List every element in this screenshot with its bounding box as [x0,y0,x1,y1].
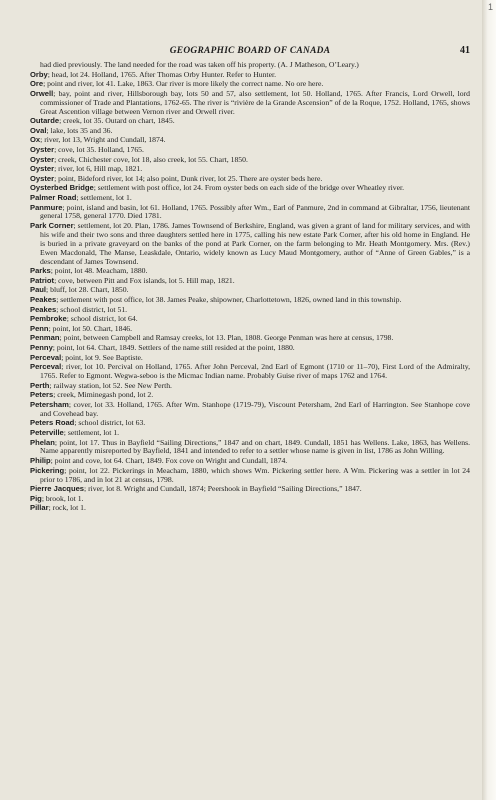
entry-text: ; brook, lot 1. [41,493,84,503]
entry-term: Peterville [30,427,64,437]
entry-term: Oyster [30,173,55,183]
gazetteer-entries [30,71,470,514]
entry-term: Pillar [30,503,49,513]
entry-text: ; creek, Miminegash pond, lot 2. [53,390,154,400]
page-title: GEOGRAPHIC BOARD OF CANADA [169,46,331,56]
entry-term: Oyster [30,154,55,164]
entry-term: Penn [30,323,49,333]
entry-text: ; point, between Campbell and Ramsay creeks, lot 13. Plan, 1808. George Penman was here at census, 1798. [59,333,394,343]
entry-text: ; lake, lots 35 and 36. [46,125,113,135]
gazetteer-entry [30,267,470,276]
entry-term: Ore [30,79,44,89]
entry-term: Pierre Jacques [30,484,85,494]
gazetteer-entry [30,382,470,391]
entry-text: ; point, Bideford river, lot 14; also point, Dunk river, lot 25. There are oyster beds here. [54,173,323,183]
entry-term: Patriot [30,275,55,285]
entry-text: ; bluff, lot 28. Chart, 1850. [46,285,129,295]
entry-term: Oval [30,125,47,135]
entry-term: Oyster [30,144,55,154]
entry-text: ; point, lot 50. Chart, 1846. [48,323,133,333]
gazetteer-entry [30,344,470,353]
gazetteer-entry [30,277,470,286]
gazetteer-entry [30,467,470,485]
entry-text: ; river, lot 13, Wright and Cundall, 1874. [40,135,166,145]
entry-text: ; point, island and basin, lot 61. Holland, 1765. Possibly after Wm., Earl of Panmure, 2nd in command at Gibraltar, 1756, lieutenant general 1758, general 1770. Died 1781. [40,202,470,221]
entry-text: ; creek, lot 35. Outard on chart, 1845. [59,116,175,126]
entry-text: ; school district, lot 51. [56,304,128,314]
gazetteer-entry [30,429,470,438]
gazetteer-entry [30,184,470,193]
scan-edge [482,0,496,800]
entry-term: Outarde [30,116,60,126]
gazetteer-entry [30,391,470,400]
gazetteer-entry [30,495,470,504]
gazetteer-entry [30,194,470,203]
gazetteer-entry [30,175,470,184]
gazetteer-entry [30,146,470,155]
entry-text: ; school district, lot 64. [66,314,138,324]
gazetteer-entry [30,439,470,457]
gazetteer-entry [30,315,470,324]
entry-term: Parks [30,266,51,276]
entry-term: Pig [30,493,42,503]
entry-term: Panmure [30,202,63,212]
entry-text: ; settlement, lot 1. [63,427,120,437]
gazetteer-entry [30,286,470,295]
entry-text: ; school district, lot 63. [74,418,146,428]
gazetteer-entry [30,325,470,334]
entry-text: ; point, lot 64. Chart, 1849. Settlers of the name still resided at the point, 1880. [52,343,295,352]
document-page [30,44,470,792]
entry-term: Oysterbed Bridge [30,183,94,193]
gazetteer-entry [30,334,470,343]
entry-term: Phelan [30,437,55,447]
gazetteer-entry [30,296,470,305]
entry-text: ; railway station, lot 52. See New Perth. [49,380,172,390]
entry-term: Peters Road [30,418,75,428]
entry-text: ; point, lot 9. See Baptiste. [61,352,143,362]
entry-text: ; settlement, lot 1. [76,192,132,202]
gazetteer-entry [30,222,470,267]
entry-text: ; river, lot 6, Hill map, 1821. [54,164,143,174]
entry-text: ; point, lot 48. Meacham, 1880. [50,266,148,276]
entry-text: ; cove, lot 35. Holland, 1765. [54,144,144,154]
entry-text: ; point and cove, lot 64. Chart, 1849. Fox cove on Wright and Cundall, 1874. [50,456,288,466]
gazetteer-entry [30,457,470,466]
entry-term: Peakes [30,295,57,305]
entry-term: Orwell [30,88,54,98]
entry-term: Peters [30,390,54,400]
gazetteer-entry [30,90,470,117]
entry-term: Peakes [30,304,57,314]
entry-text: ; settlement with post office, lot 38. James Peake, shipowner, Charlottetown, 1826, owned land in this township. [56,295,402,305]
entry-term: Perceval [30,362,62,372]
entry-term: Park Corner [30,221,74,231]
gazetteer-entry [30,419,470,428]
gazetteer-entry [30,401,470,419]
entry-term: Palmer Road [30,192,77,202]
entry-text: ; settlement with post office, lot 24. From oyster beds on each side of the bridge over Wheatley river. [93,183,405,193]
gazetteer-entry [30,204,470,222]
entry-term: Penny [30,343,53,352]
gazetteer-entry [30,71,470,80]
entry-text: ; point and river, lot 41. Lake, 1863. Oar river is more likely the correct name. No ore here. [43,79,324,89]
gazetteer-entry [30,80,470,89]
gazetteer-entry [30,354,470,363]
entry-term: Ox [30,135,41,145]
entry-text: ; point, lot 17. Thus in Bayfield “Sailing Directions,” 1847 and on chart, 1849. Cundall, 1851 has Wellens. Lake, 1863, has Wellens. Name apparently misreported by Bayfield, 1841 and intended to refer to a settler whose name is given in list, 1786 as John Willing. [40,437,470,456]
entry-text: ; bay, point and river, Hillsborough bay, lots 50 and 57, also settlement, lot 50. Holland, 1765. After Francis, Lord Orwell, lord commissioner of Trade and Plantations, 1762-65. The river is “rivière de la Grande Ascension” of de la Roque, 1752. Holland, 1765, shows Great Ascention village between Vernon river and Orwell river. [40,88,470,116]
entry-text: ; creek, Chichester cove, lot 18, also creek, lot 55. Chart, 1850. [54,154,248,164]
corner-mark: 1 [487,2,493,12]
entry-text: ; river, lot 8. Wright and Cundall, 1874; Peershook in Bayfield “Sailing Directions,” 1847. [84,484,362,494]
entry-term: Orby [30,69,48,79]
entry-text: ; head, lot 24. Holland, 1765. After Thomas Orby Hunter. Refer to Hunter. [47,69,277,79]
gazetteer-entry [30,306,470,315]
entry-text: ; cove, between Pitt and Fox islands, lot 5. Hill map, 1821. [54,275,235,285]
entry-term: Penman [30,333,60,343]
gazetteer-entry [30,165,470,174]
gazetteer-entry [30,127,470,136]
gazetteer-entry [30,136,470,145]
entry-term: Oyster [30,164,55,174]
page-header [30,44,470,58]
gazetteer-entry [30,117,470,126]
page-number: 41 [460,45,470,56]
gazetteer-entry [30,363,470,381]
continuation-text: had died previously. The land needed for the road was taken off his property. (A. J Matheson, O’Leary.) [40,60,359,69]
entry-term: Perth [30,380,50,390]
entry-term: Paul [30,285,47,295]
gazetteer-entry [30,504,470,513]
entry-term: Pickering [30,465,65,475]
gazetteer-entry [30,485,470,494]
entry-text: ; rock, lot 1. [48,503,86,513]
entry-term: Perceval [30,352,62,362]
entry-term: Petersham [30,399,69,409]
entry-text: ; point, lot 22. Pickerings in Meacham, 1880, which shows Wm. Pickering settler here. A Wm. Pickering was a settler in lot 24 prior to 1786, and in lot 21 at census, 1798. [40,465,470,484]
entry-text: ; river, lot 10. Percival on Holland, 1765. After John Perceval, 2nd Earl of Egmont (1710 or 11–70), First Lord of the Admiralty, 1765. Refer to Egmont. Wegwa-seboo is the Micmac Indian name. Probably Guise river of maps 1762 and 1764. [40,362,470,381]
entry-text: ; cover, lot 33. Holland, 1765. After Wm. Stanhope (1719-79), Viscount Petersham, 2nd Earl of Harrington. See Stanhope cove and Covehead bay. [40,399,470,418]
gazetteer-entry [30,156,470,165]
entry-term: Philip [30,456,51,466]
entry-text: ; settlement, lot 20. Plan, 1786. James Townsend of Berkshire, England, was given a grant of land for military services, and with his wife and their two sons and three daughters settled here in 1775, calling his new estate Park Corner, after his old home in England. He is buried in a private graveyard on the banks of the pond at Park Corner, on the farm belonging to Mr. Heath Montgomery. Mrs. (Rev.) Ewen Macdonald, The Manse, Leaskdale, Ontario, widely known as Lucy Maud Montgomery, author of “Anne of Green Gables,” is a descendant of James Townsend. [40,221,470,266]
entry-term: Pembroke [30,314,67,324]
